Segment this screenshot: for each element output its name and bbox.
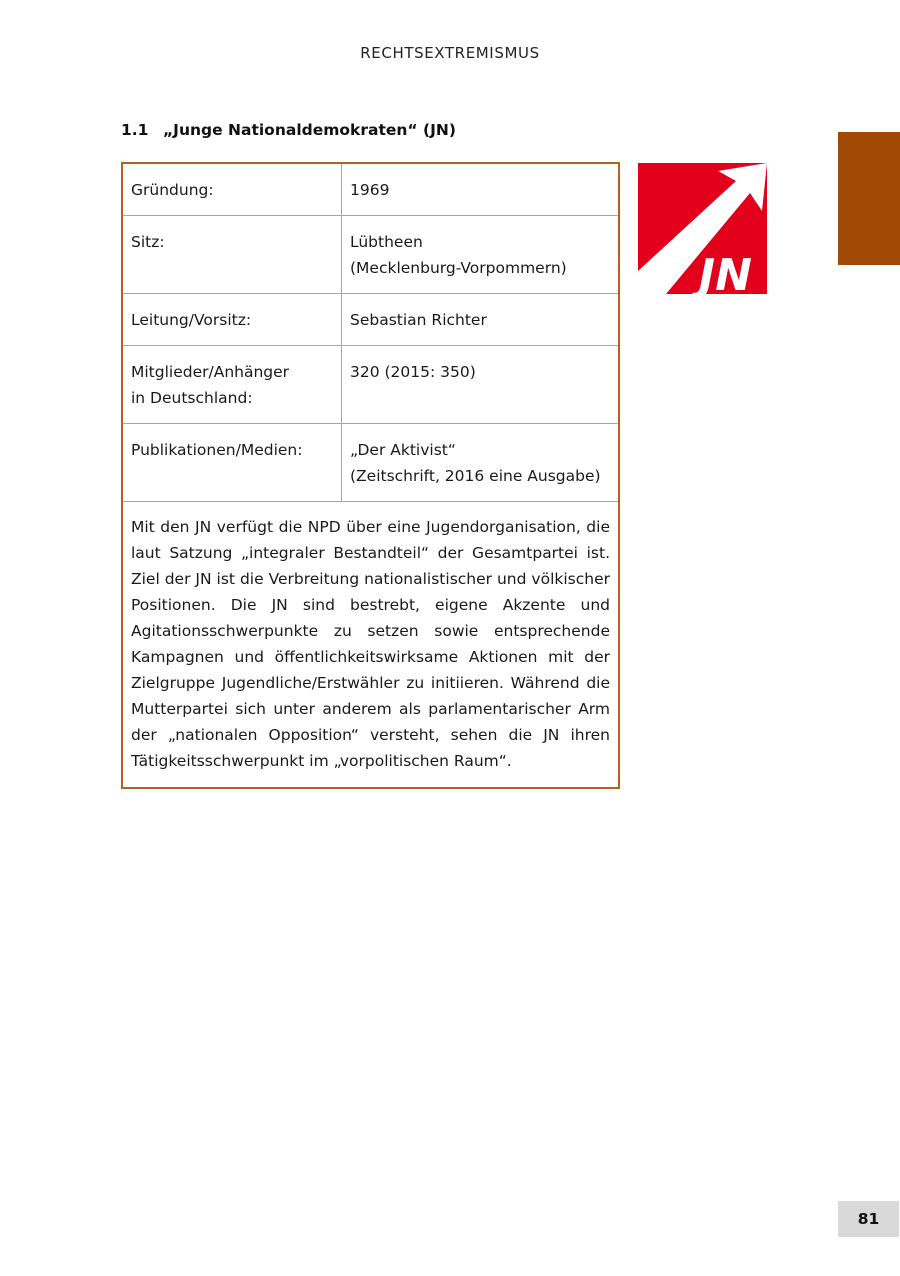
value-line: (Mecklenburg-Vorpommern)	[350, 259, 567, 277]
value-line: „Der Aktivist“	[350, 441, 456, 459]
row-label-publications: Publikationen/Medien:	[122, 424, 342, 502]
value-line: Lübtheen	[350, 233, 423, 251]
table-row	[122, 216, 619, 294]
section-number: 1.1	[121, 121, 149, 139]
row-label-seat: Sitz:	[122, 216, 342, 294]
row-value-publications	[342, 424, 620, 502]
row-label-leadership: Leitung/Vorsitz:	[122, 294, 342, 346]
value-line: Sebastian Richter	[350, 311, 487, 329]
organization-description: Mit den JN verfügt die NPD über eine Jugendorganisation, die laut Satzung „integraler Bestandteil“ der Gesamtpartei ist. Ziel der JN ist die Verbreitung nationalistischer und völkischer Positionen. Die JN sind bestrebt, eigene Akzente und Agitationsschwerpunkte zu setzen sowie entsprechende Kampagnen und öffentlichkeitswirksame Aktionen mit der Zielgruppe Jugendliche/Erstwähler zu initiieren. Während die Mutterpartei sich unter anderem als parlamentarischer Arm der „nationalen Opposition“ versteht, sehen die JN ihren Tätigkeitsschwerpunkt im „vorpolitischen Raum“.	[122, 502, 619, 789]
value-line: 320 (2015: 350)	[350, 363, 476, 381]
logo-text: JN	[698, 250, 752, 294]
organization-info-table	[121, 162, 620, 789]
jn-logo-icon	[638, 163, 767, 294]
label-line: in Deutschland:	[131, 389, 253, 407]
row-value-leadership	[342, 294, 620, 346]
row-value-members	[342, 346, 620, 424]
row-label-members	[122, 346, 342, 424]
table-row	[122, 294, 619, 346]
table-row-description	[122, 502, 619, 789]
page-number: 81	[838, 1201, 899, 1237]
value-line: 1969	[350, 181, 390, 199]
section-heading	[121, 121, 456, 139]
table-row	[122, 424, 619, 502]
running-header: RECHTSEXTREMISMUS	[360, 44, 540, 62]
table-row	[122, 346, 619, 424]
chapter-marker-tab	[838, 132, 900, 265]
row-value-founding	[342, 163, 620, 216]
row-value-seat	[342, 216, 620, 294]
label-line: Mitglieder/Anhänger	[131, 363, 290, 381]
section-title: „Junge Nationaldemokraten“ (JN)	[163, 121, 456, 139]
value-line: (Zeitschrift, 2016 eine Ausgabe)	[350, 467, 601, 485]
table-row	[122, 163, 619, 216]
row-label-founding: Gründung:	[122, 163, 342, 216]
